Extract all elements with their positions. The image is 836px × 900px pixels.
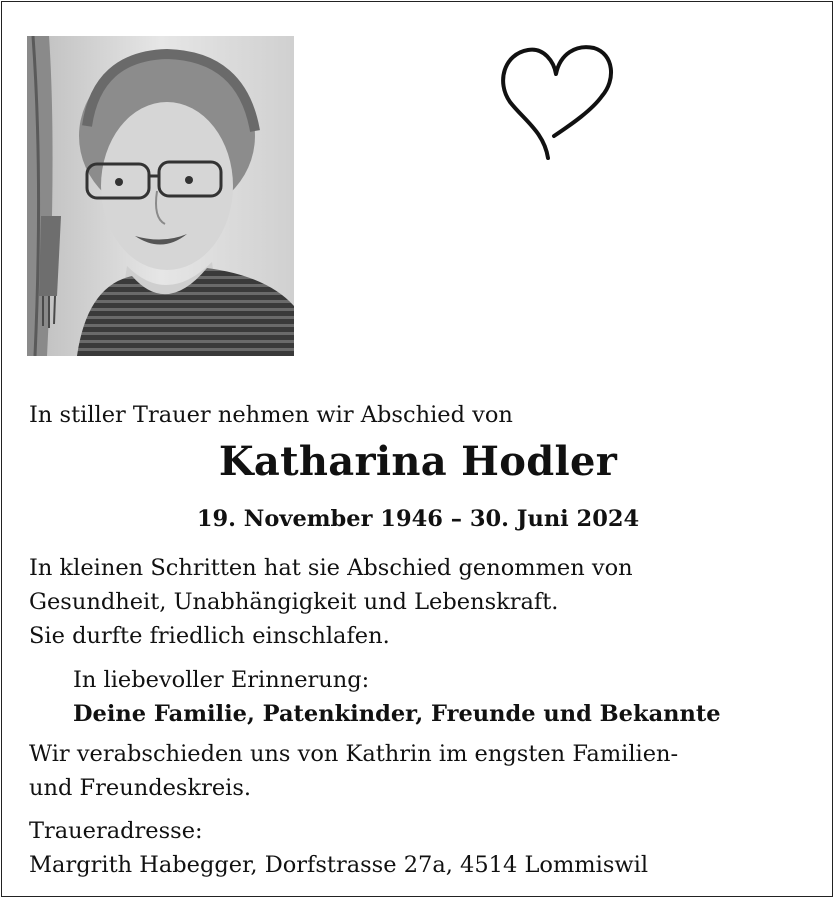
mourning-address: Margrith Habegger, Dorfstrasse 27a, 4514 Lommiswil <box>29 852 649 878</box>
message-line: In kleinen Schritten hat sie Abschied genommen von <box>29 555 633 581</box>
intro-text: In stiller Trauer nehmen wir Abschied von <box>29 402 513 428</box>
portrait-photo <box>27 36 294 356</box>
farewell-line: und Freundeskreis. <box>29 775 252 801</box>
life-dates: 19. November 1946 – 30. Juni 2024 <box>196 506 640 532</box>
deceased-name: Katharina Hodler <box>218 438 618 485</box>
message-line: Gesundheit, Unabhängigkeit und Lebenskraft. <box>29 589 559 615</box>
farewell-block <box>29 737 678 805</box>
address-block <box>29 814 648 882</box>
remembrance-label: In liebevoller Erinnerung: <box>73 667 370 693</box>
heart-icon <box>498 40 620 170</box>
address-label: Traueradresse: <box>29 818 203 844</box>
family-signature: Deine Familie, Patenkinder, Freunde und Bekannte <box>73 701 721 727</box>
message-line: Sie durfte friedlich einschlafen. <box>29 623 390 649</box>
farewell-line: Wir verabschieden uns von Kathrin im engsten Familien- <box>29 741 679 767</box>
message-block <box>29 551 633 653</box>
remembrance-block <box>73 663 721 731</box>
